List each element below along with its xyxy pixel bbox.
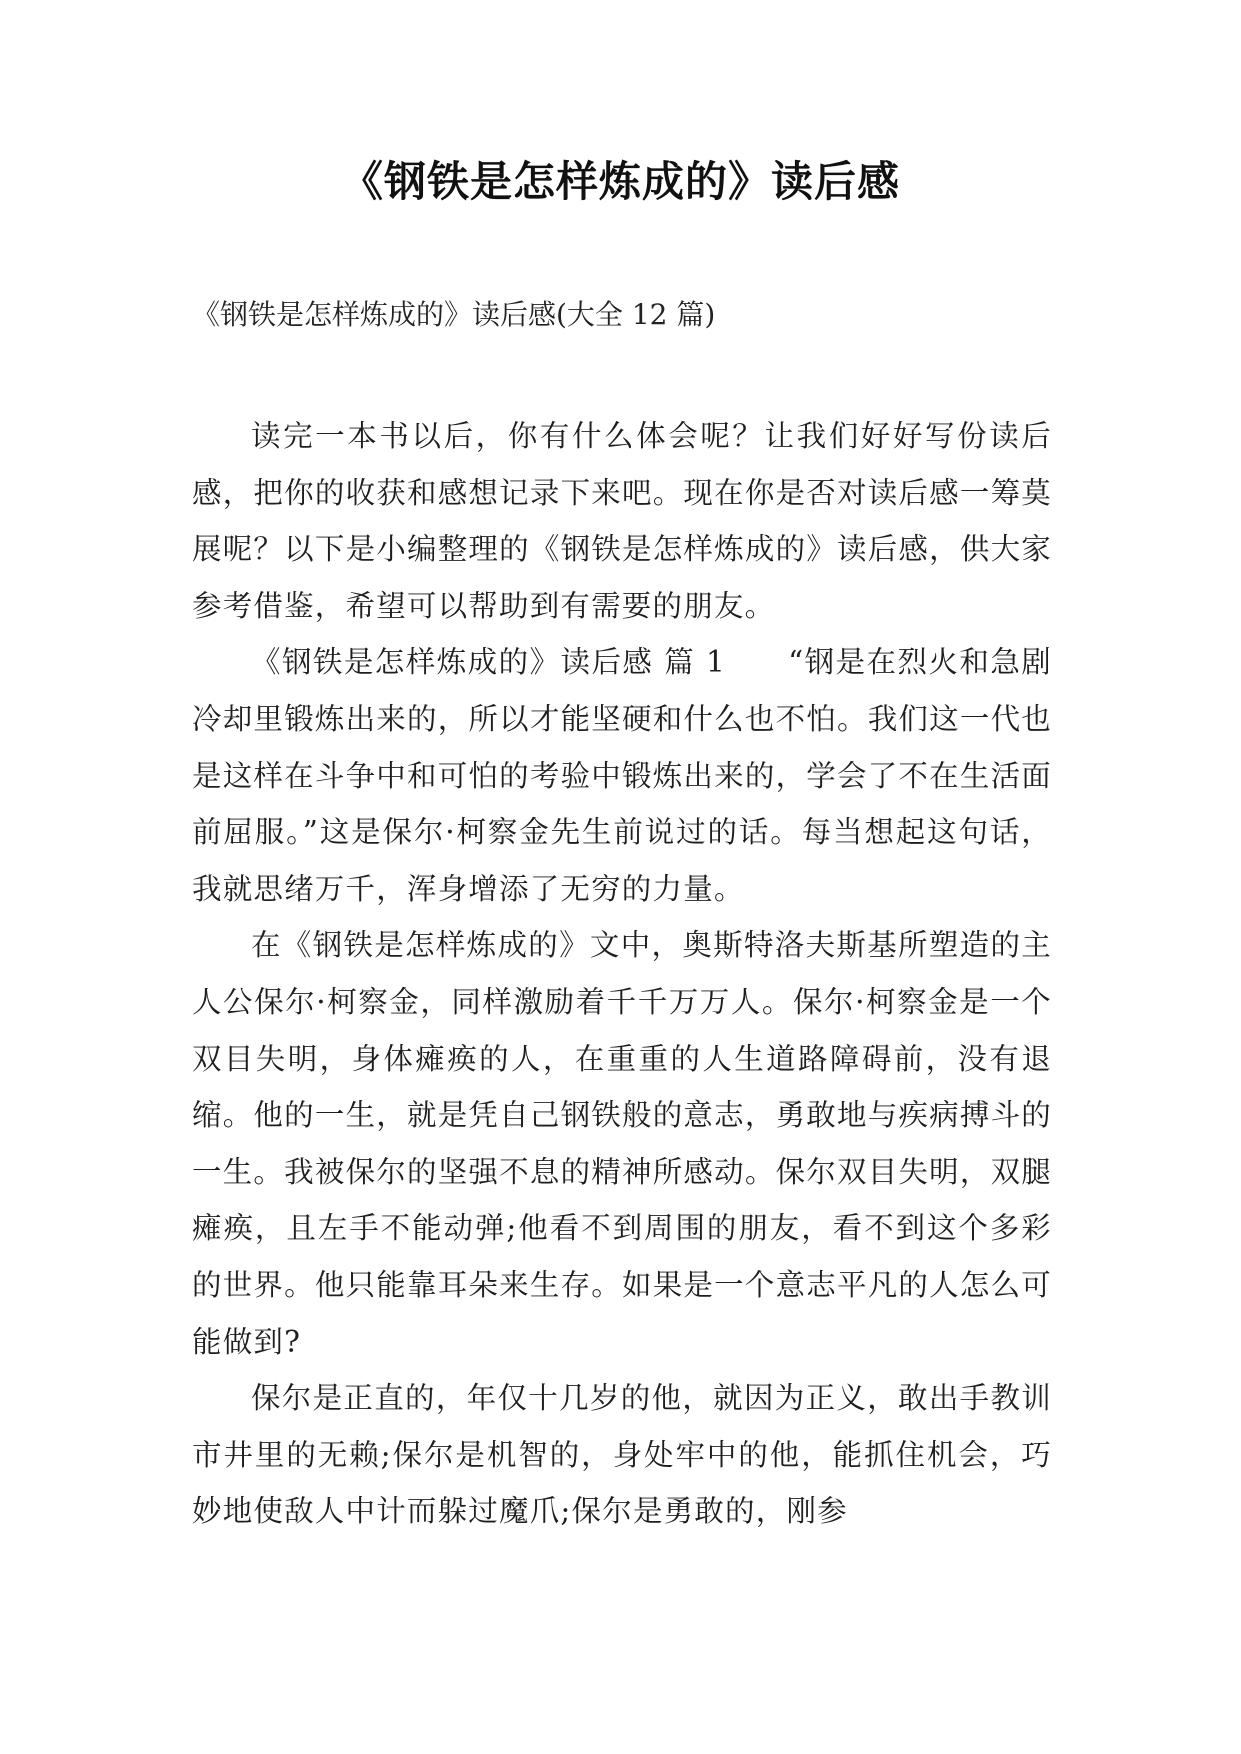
document-body: [192, 408, 1052, 1540]
paragraph-essay-1-opening: 《钢铁是怎样炼成的》读后感 篇 1 “钢是在烈火和急剧冷却里锻炼出来的，所以才能坚硬和什么也不怕。我们这一代也是这样在斗争中和可怕的考验中锻炼出来的，学会了不在生活面前屈服。”这是保尔·柯察金先生前说过的话。每当想起这句话，我就思绪万千，浑身增添了无穷的力量。: [192, 645, 1052, 906]
document-subtitle: 《钢铁是怎样炼成的》读后感(大全 12 篇): [192, 298, 716, 331]
paragraph-intro: 读完一本书以后，你有什么体会呢？让我们好好写份读后感，把你的收获和感想记录下来吧。现在你是否对读后感一筹莫展呢？以下是小编整理的《钢铁是怎样炼成的》读后感，供大家参考借鉴，希望可以帮助到有需要的朋友。: [192, 419, 1052, 623]
document-title: 《钢铁是怎样炼成的》读后感: [340, 157, 900, 206]
paragraph-character-traits: 保尔是正直的，年仅十几岁的他，就因为正义，敢出手教训市井里的无赖;保尔是机智的，身处牢中的他，能抓住机会，巧妙地使敌人中计而躲过魔爪;保尔是勇敢的，刚参: [192, 1381, 1052, 1529]
paragraph-protagonist: 在《钢铁是怎样炼成的》文中，奥斯特洛夫斯基所塑造的主人公保尔·柯察金，同样激励着千千万万人。保尔·柯察金是一个双目失明，身体瘫痪的人，在重重的人生道路障碍前，没有退缩。他的一生，就是凭自己钢铁般的意志，勇敢地与疾病搏斗的一生。我被保尔的坚强不息的精神所感动。保尔双目失明，双腿瘫痪，且左手不能动弹;他看不到周围的朋友，看不到这个多彩的世界。他只能靠耳朵来生存。如果是一个意志平凡的人怎么可能做到?: [192, 928, 1052, 1359]
